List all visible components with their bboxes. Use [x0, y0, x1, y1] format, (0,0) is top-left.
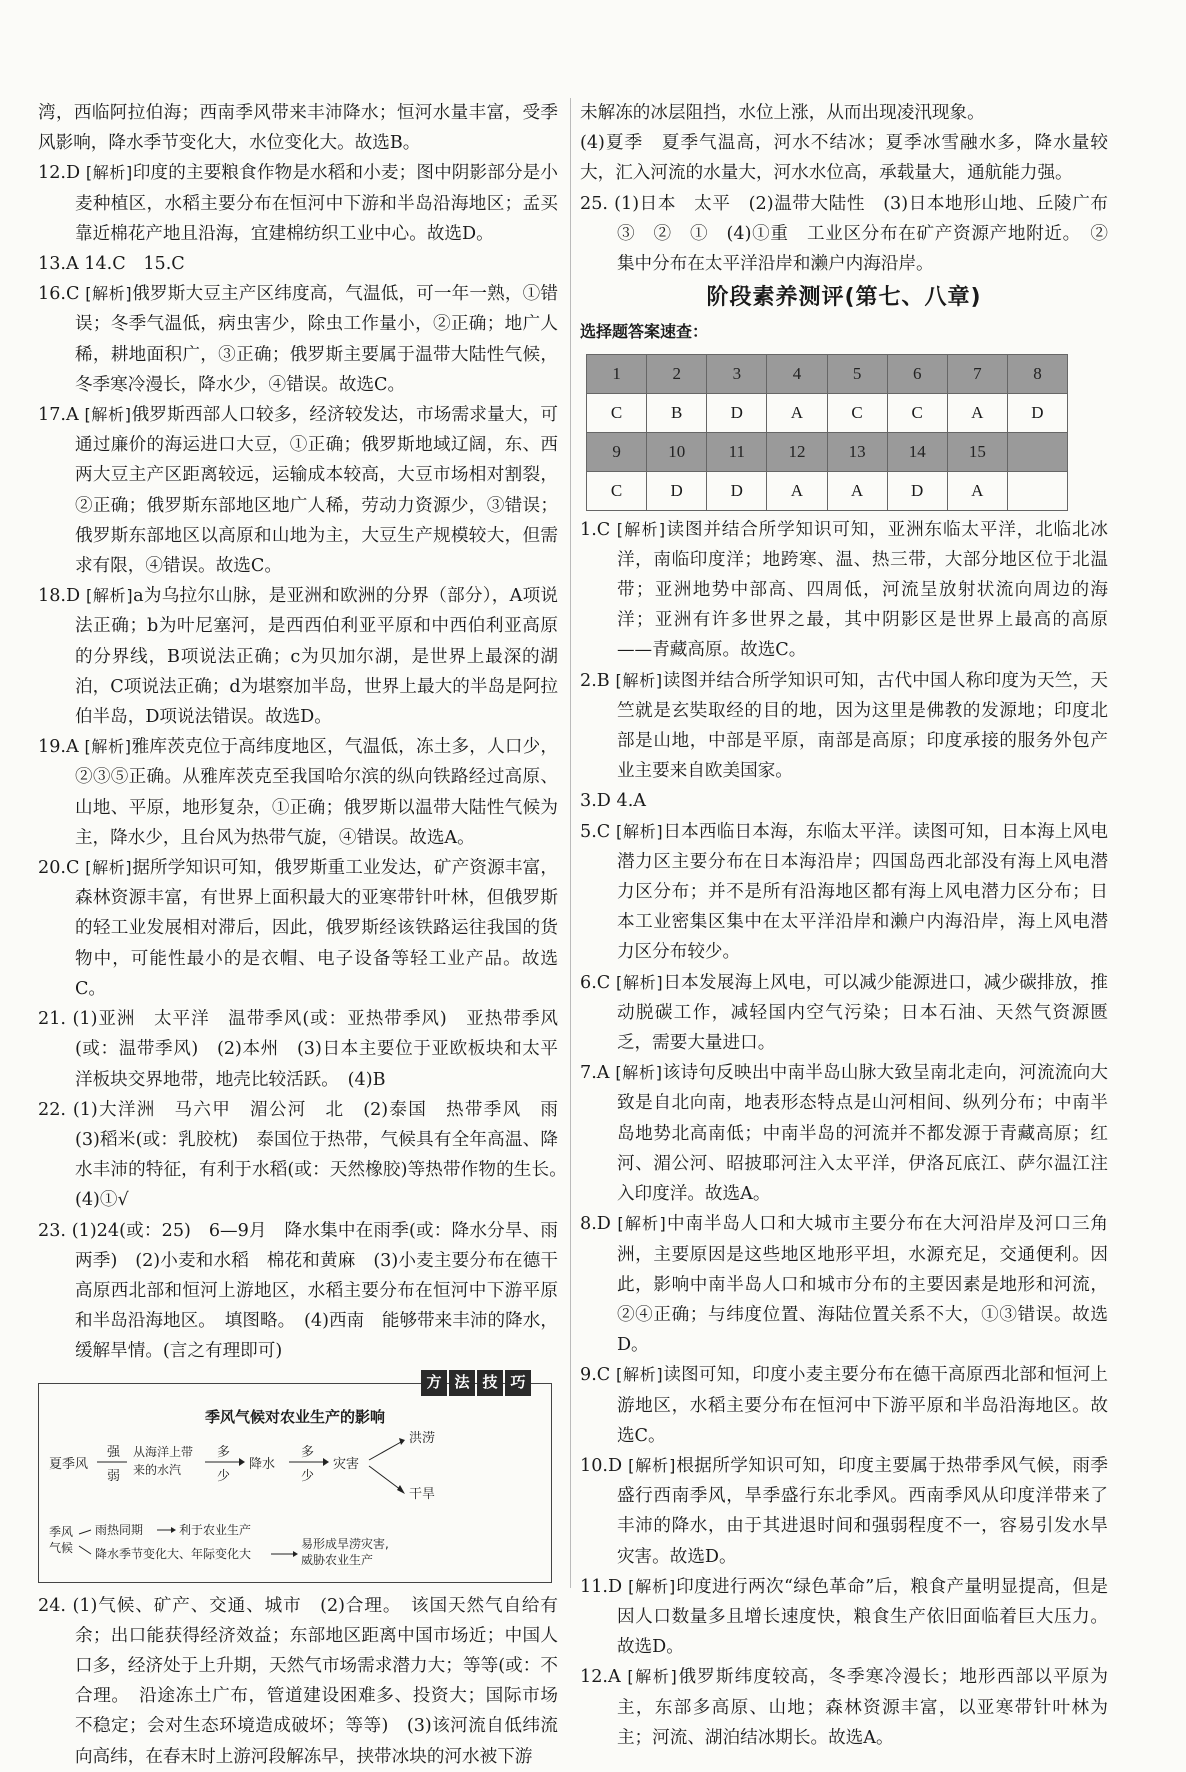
- answer-item: [580, 1451, 1108, 1572]
- method-box: [38, 1373, 552, 1583]
- analysis-tag: [解析]: [616, 972, 664, 992]
- answer-item: [580, 1572, 1108, 1663]
- answer-item: [38, 279, 558, 400]
- answer-cell: C: [587, 471, 647, 510]
- analysis-tag: [解析]: [85, 163, 133, 183]
- item-text: (1)日本 太平 (2)温带大陆性 (3)日本地形山地、丘陵广布 ③ ② ① (4)①重 工业区分布在矿产资源产地附近。 ②集中分布在太平洋沿岸和濑户内海沿岸。: [614, 193, 1126, 275]
- more-label: 多: [217, 1444, 231, 1460]
- left-column: [38, 98, 576, 1772]
- line1: 雨热同期: [95, 1522, 144, 1537]
- analysis-tag: [解析]: [616, 1365, 664, 1385]
- answer-cell: B: [647, 393, 707, 432]
- answer-item: [580, 817, 1108, 968]
- line2b-a: 易形成旱涝灾害,: [301, 1536, 389, 1551]
- line1b: 利于农业生产: [179, 1522, 252, 1537]
- answer-title: 选择题答案速查：: [580, 322, 709, 342]
- item-number: 25.: [580, 193, 608, 214]
- section-title: 阶段素养测评(第七、八章): [706, 285, 982, 311]
- item-number: 13.A: [38, 254, 79, 275]
- answer-item: [580, 786, 1108, 816]
- answer-item: [38, 1216, 558, 1367]
- item-number: 20.C: [38, 858, 80, 879]
- question-number-cell: [1007, 432, 1067, 471]
- item-number: 12.D: [38, 163, 81, 184]
- item-number: 17.A: [38, 405, 79, 426]
- answer-item: [38, 581, 558, 732]
- analysis-tag: [解析]: [627, 1667, 678, 1687]
- item-number: 23.: [38, 1220, 66, 1241]
- question-number-cell: 12: [767, 432, 827, 471]
- analysis-tag: [解析]: [617, 1214, 667, 1234]
- answer-cell: C: [587, 393, 647, 432]
- disaster-label: 灾害: [333, 1456, 360, 1472]
- answer-item: [580, 128, 1108, 188]
- item-number: 22.: [38, 1099, 66, 1120]
- item-number: 6.C: [580, 972, 611, 993]
- from-sea-text: 从海洋上带: [133, 1444, 194, 1459]
- answer-item: [38, 853, 558, 1004]
- answer-item: [38, 158, 558, 249]
- answer-cell: C: [827, 393, 887, 432]
- answer-cell: A: [767, 471, 827, 510]
- item-text: 据所学知识可知，俄罗斯重工业发达，矿产资源丰富，森林资源丰富，有世界上面积最大的亚寒带针叶林，但俄罗斯的轻工业发展相对滞后，因此，俄罗斯经该铁路运往我国的货物中，可能性最小的是衣帽、电子设备等轻工业产品。故选C。: [74, 858, 558, 999]
- item-text: (1)气候、矿产、交通、城市 (2)合理。 该国天然气自给有余；出口能获得经济效益；东部地区距离中国市场近；中国人口多，经济处于上升期，天然气市场需求潜力大；等等(或：不合理。 沿途冻土广布，管道建设困难多、投资大；国际市场不稳定；会对生态环境造成破坏；等等) (3)该河流自低纬流向高纬，在春末时上游河段解冻早，挟带冰块的河水被下游: [72, 1595, 559, 1767]
- drought-label: 干旱: [409, 1486, 436, 1502]
- flood-label: 洪涝: [409, 1430, 436, 1446]
- answer-cell: D: [1007, 393, 1067, 432]
- item-number: 10.D: [580, 1455, 623, 1476]
- answer-item: [38, 400, 558, 581]
- item-text: 日本发展海上风电，可以减少能源进口，减少碳排放，推动脱碳工作，减轻国内空气污染；日本石油、天然气资源匮乏，需要大量进口。: [616, 972, 1108, 1054]
- item-text: 读图可知，印度小麦主要分布在德干高原西北部和恒河上游地区，水稻主要分布在恒河中下游平原和半岛沿海地区。故选C。: [616, 1365, 1108, 1446]
- item-number: 1.C: [580, 519, 611, 540]
- climate-label: 季风: [49, 1524, 74, 1539]
- answer-cell: C: [887, 393, 947, 432]
- item-text: 读图并结合所学知识可知，亚洲东临太平洋，北临北冰洋，南临印度洋；地跨寒、温、热三带，大部分地区位于北温带；亚洲地势中部高、四周低，河流呈放射状流向周边的海洋；亚洲有许多世界之最，其中阴影区是世界上最高的高原——青藏高原。故选C。: [616, 519, 1108, 661]
- item-number: 7.A: [580, 1063, 610, 1084]
- svg-text:来的水汽: 来的水汽: [133, 1462, 182, 1477]
- item-number: 3.D: [580, 791, 611, 812]
- item-text: a为乌拉尔山脉，是亚洲和欧洲的分界（部分），A项说法正确；b为叶尼塞河，是西西伯利亚平原和中西伯利亚高原的分界线，B项说法正确；c为贝加尔湖，是世界上最深的湖泊，C项说法正确；d为堪察加半岛，世界上最大的半岛是阿拉伯半岛，D项说法错误。故选D。: [74, 586, 558, 728]
- answer-item: [580, 515, 1108, 666]
- item-number: 18.D: [38, 586, 81, 607]
- item-text: 俄罗斯西部人口较多，经济较发达，市场需求量大，可通过廉价的海运进口大豆，①正确；俄罗斯地域辽阔，东、西两大豆主产区距离较远，运输成本较高，大豆市场相对割裂，②正确；俄罗斯东部地区地广人稀，劳动力资源少，③错误；俄罗斯东部地区以高原和山地为主，大豆生产规模较大，但需求有限，④错误。故选C。: [74, 405, 558, 577]
- answer-item: [38, 732, 558, 853]
- answer-cell: A: [767, 393, 827, 432]
- method-title: 季风气候对农业生产的影响: [204, 1407, 385, 1426]
- analysis-tag: [解析]: [628, 1455, 676, 1475]
- less-label: 少: [217, 1468, 231, 1484]
- item-text: 印度的主要粮食作物是水稻和小麦；图中阴影部分是小麦种植区，水稻主要分布在恒河中下游和半岛沿海地区；孟买靠近棉花产地且沿海，宜建棉纺织工业中心。故选D。: [74, 163, 558, 244]
- analysis-tag: [解析]: [85, 586, 134, 606]
- answer-item: [38, 1004, 558, 1095]
- item-text: 印度进行两次“绿色革命”后，粮食产量明显提高，但是因人口数量多且增长速度快，粮食生产依旧面临着巨大压力。故选D。: [616, 1576, 1108, 1658]
- item-number: 5.C: [580, 821, 611, 842]
- right-column: [580, 98, 1126, 1753]
- more-label-2: 多: [301, 1444, 315, 1460]
- question-number-cell: 9: [587, 432, 647, 471]
- answer-cell: [1007, 471, 1067, 510]
- weak-label: 弱: [107, 1468, 121, 1484]
- question-number-cell: 4: [767, 354, 827, 393]
- analysis-tag: [解析]: [85, 858, 133, 878]
- answer-cell: D: [707, 393, 767, 432]
- rain-label: 降水: [249, 1456, 276, 1472]
- item-number: 19.A: [38, 737, 79, 758]
- analysis-tag: [解析]: [615, 1063, 663, 1083]
- question-number-cell: 8: [1007, 354, 1067, 393]
- question-number-cell: 10: [647, 432, 707, 471]
- answer-item: [38, 98, 558, 158]
- less-label-2: 少: [301, 1468, 315, 1484]
- answer-cell: D: [707, 471, 767, 510]
- question-number-cell: 13: [827, 432, 887, 471]
- item-text: 未解冻的冰层阻挡，水位上涨，从而出现凌汛现象。: [580, 103, 985, 123]
- analysis-tag: [解析]: [84, 405, 132, 425]
- answer-cell: A: [827, 471, 887, 510]
- question-number-cell: 3: [707, 354, 767, 393]
- analysis-tag: [解析]: [628, 1576, 676, 1596]
- item-number: 8.D: [580, 1214, 611, 1235]
- item-text: 14.C 15.C: [84, 254, 185, 275]
- answer-cell: D: [887, 471, 947, 510]
- item-text: 日本西临日本海，东临太平洋。读图可知，日本海上风电潜力区主要分布在日本海沿岸；四国岛西北部没有海上风电潜力区分布；并不是所有沿海地区都有海上风电潜力区分布；日本工业密集区集中在太平洋沿岸和濑户内海沿岸，海上风电潜力区分布较少。: [616, 821, 1108, 963]
- item-text: 俄罗斯纬度较高，冬季寒冷漫长；地形西部以平原为主，东部多高原、山地；森林资源丰富，以亚寒带针叶林为主；河流、湖泊结冰期长。故选A。: [616, 1667, 1108, 1748]
- line2: 降水季节变化大、年际变化大: [95, 1546, 252, 1561]
- method-label-char: 巧: [505, 1370, 531, 1396]
- line2b-b: 威胁农业生产: [301, 1552, 374, 1567]
- summer-monsoon: 夏季风: [49, 1456, 89, 1472]
- answer-item: [580, 1662, 1108, 1753]
- answer-item: [580, 1058, 1108, 1209]
- item-number: 21.: [38, 1009, 66, 1030]
- question-number-cell: 1: [587, 354, 647, 393]
- item-text: (1)24(或：25) 6—9月 降水集中在雨季(或：降水分旱、雨两季) (2)小麦和水稻 棉花和黄麻 (3)小麦主要分布在德干高原西北部和恒河上游地区，水稻主要分布在恒河中下游平原和半岛沿海地区。 填图略。 (4)西南 能够带来丰沛的降水，缓解旱情。(言之有理即可): [71, 1220, 558, 1362]
- answer-cell: A: [947, 471, 1007, 510]
- question-number-cell: 5: [827, 354, 887, 393]
- item-number: 11.D: [580, 1576, 623, 1597]
- item-number: 2.B: [580, 670, 610, 691]
- analysis-tag: [解析]: [615, 670, 663, 690]
- item-number: 24.: [38, 1595, 66, 1616]
- item-text: (4)夏季 夏季气温高，河水不结冰；夏季冰雪融水多，降水量较大，汇入河流的水量大，河水水位高，承载量大，通航能力强。: [580, 133, 1108, 184]
- item-text: 4.A: [616, 791, 646, 812]
- item-text: 湾，西临阿拉伯海；西南季风带来丰沛降水；恒河水量丰富，受季风影响，降水季节变化大，水位变化大。故选B。: [38, 103, 558, 154]
- item-text: (1)大洋洲 马六甲 湄公河 北 (2)泰国 热带季风 雨 (3)稻米(或：乳胶枕) 泰国位于热带，气候具有全年高温、降水丰沛的特征，有利于水稻(或：天然橡胶)等热带作物的生长。 (4)①√: [72, 1099, 576, 1211]
- answer-cell: D: [647, 471, 707, 510]
- item-number: 16.C: [38, 284, 80, 305]
- method-label-char: 技: [477, 1370, 503, 1396]
- answer-table: [586, 354, 1068, 511]
- answer-item: [580, 1209, 1108, 1360]
- answer-item: [580, 1360, 1108, 1451]
- item-number: 12.A: [580, 1667, 621, 1688]
- item-text: 雅库茨克位于高纬度地区，气温低，冻土多，人口少，②③⑤正确。从雅库茨克至我国哈尔滨的纵向铁路经过高原、山地、平原，地形复杂，①正确；俄罗斯以温带大陆性气候为主，降水少，且台风为热带气旋，④错误。故选A。: [74, 737, 558, 848]
- item-number: 9.C: [580, 1365, 611, 1386]
- analysis-tag: [解析]: [84, 737, 132, 757]
- item-text: (1)亚洲 太平洋 温带季风(或：亚热带季风) 亚热带季风(或：温带季风) (2)本州 (3)日本主要位于亚欧板块和太平洋板块交界地带，地壳比较活跃。 (4)B: [72, 1009, 559, 1090]
- answer-item: [580, 189, 1126, 280]
- answer-item: [38, 249, 558, 279]
- question-number-cell: 6: [887, 354, 947, 393]
- item-text: 该诗句反映出中南半岛山脉大致呈南北走向，河流流向大致是自北向南，地表形态特点是山河相间、纵列分布；中南半岛地势北高南低；中南半岛的河流并不都发源于青藏高原；红河、湄公河、昭披耶河注入太平洋，伊洛瓦底江、萨尔温江注入印度洋。故选A。: [616, 1063, 1108, 1205]
- question-number-cell: 15: [947, 432, 1007, 471]
- item-text: 中南半岛人口和大城市主要分布在大河沿岸及河口三角洲，主要原因是这些地区地形平坦，水源充足，交通便利。因此，影响中南半岛人口和城市分布的主要因素是地形和河流，②④正确；与纬度位置、海陆位置关系不大，①③错误。故选D。: [616, 1214, 1108, 1356]
- answer-item: [38, 1095, 576, 1216]
- svg-text:气候: 气候: [49, 1540, 74, 1555]
- column-divider: [570, 98, 571, 1588]
- analysis-tag: [解析]: [616, 821, 664, 841]
- item-text: 根据所学知识可知，印度主要属于热带季风气候，雨季盛行西南季风，旱季盛行东北季风。西南季风从印度洋带来了丰沛的降水，由于其进退时间和强弱程度不一，容易引发水旱灾害。故选D。: [616, 1455, 1108, 1567]
- method-label-char: 法: [449, 1370, 475, 1396]
- monsoon-diagram: [39, 1384, 551, 1582]
- answer-item: [38, 1591, 558, 1772]
- question-number-cell: 7: [947, 354, 1007, 393]
- question-number-cell: 11: [707, 432, 767, 471]
- answer-item: [580, 666, 1108, 787]
- analysis-tag: [解析]: [85, 284, 133, 304]
- answer-cell: A: [947, 393, 1007, 432]
- answer-item: [580, 968, 1108, 1059]
- question-number-cell: 14: [887, 432, 947, 471]
- analysis-tag: [解析]: [616, 519, 666, 539]
- item-text: 俄罗斯大豆主产区纬度高，气温低，可一年一熟，①错误；冬季气温低，病虫害少，除虫工作量小，②正确；地广人稀，耕地面积广，③正确；俄罗斯主要属于温带大陆性气候，冬季寒冷漫长，降水少，④错误。故选C。: [74, 284, 558, 395]
- answer-item: [580, 98, 1108, 128]
- item-text: 读图并结合所学知识可知，古代中国人称印度为天竺，天竺就是玄奘取经的目的地，因为这里是佛教的发源地；印度北部是山地，中部是平原，南部是高原；印度承接的服务外包产业主要来自欧美国家。: [616, 670, 1108, 782]
- method-label-char: 方: [421, 1370, 447, 1396]
- question-number-cell: 2: [647, 354, 707, 393]
- strong-label: 强: [107, 1444, 121, 1460]
